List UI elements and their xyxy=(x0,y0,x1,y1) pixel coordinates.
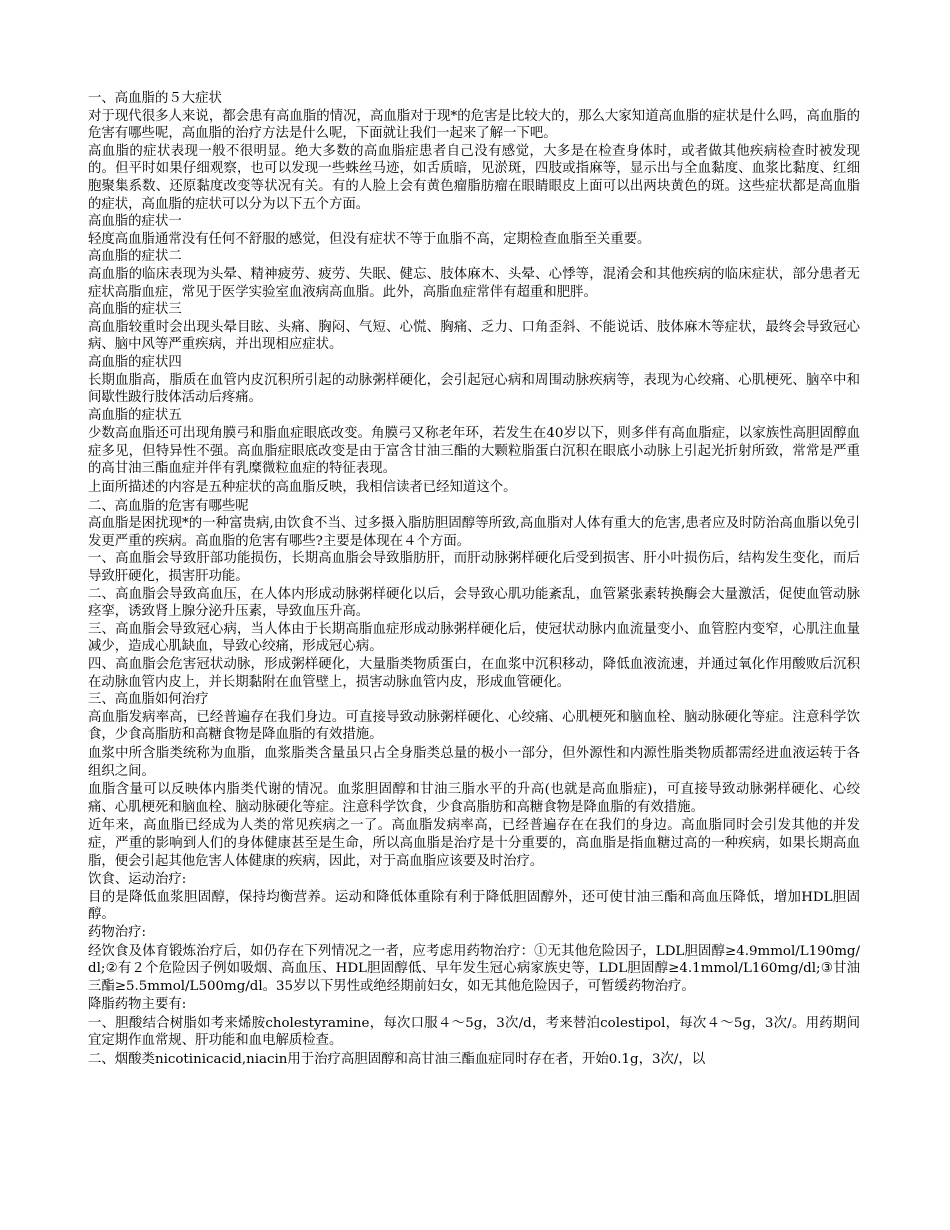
paragraph: 一、胆酸结合树脂如考来烯胺cholestyramine，每次口服４～5g，3次/d，考来替泊colestipol，每次４～5g，3次/。用药期间宜定期作血常规、肝功能和血电解质检查。 xyxy=(88,1015,860,1049)
article-body xyxy=(88,90,860,1069)
section-heading: 高血脂的症状五 xyxy=(88,407,182,423)
paragraph: 血浆中所含脂类统称为血脂，血浆脂类含量虽只占全身脂类总量的极小一部分，但外源性和内源性脂类物质都需经进血液运转于各组织之间。 xyxy=(88,745,860,779)
paragraph: 一、高血脂会导致肝部功能损伤，长期高血脂会导致脂肪肝，而肝动脉粥样硬化后受到损害、肝小叶损伤后，结构发生变化，而后导致肝硬化，损害肝功能。 xyxy=(88,551,860,585)
section-heading: 高血脂的症状三 xyxy=(88,302,182,318)
paragraph: 少数高血脂还可出现角膜弓和脂血症眼底改变。角膜弓又称老年环，若发生在40岁以下，则多伴有高血脂症，以家族性高胆固醇血症多见，但特异性不强。高血脂症眼底改变是由于富含甘油三酯的大颗粒脂蛋白沉积在眼底小动脉上引起光折射所致，常常是严重的高甘油三酯血症并伴有乳糜微粒血症的特征表现。 xyxy=(88,426,860,477)
paragraph: 长期血脂高，脂质在血管内皮沉积所引起的动脉粥样硬化，会引起冠心病和周围动脉疾病等，表现为心绞痛、心肌梗死、脑卒中和间歇性跛行肢体活动后疼痛。 xyxy=(88,372,860,406)
paragraph: 高血脂较重时会出现头晕目眩、头痛、胸闷、气短、心慌、胸痛、乏力、口角歪斜、不能说话、肢体麻木等症状，最终会导致冠心病、脑中风等严重疾病，并出现相应症状。 xyxy=(88,319,860,353)
paragraph: 经饮食及体育锻炼治疗后，如仍存在下列情况之一者，应考虑用药物治疗：①无其他危险因子，LDL胆固醇≥4.9mmol/L190mg/dl;②有２个危险因子例如吸烟、高血压、HDL胆固醇低、早年发生冠心病家族史等，LDL胆固醇≥4.1mmol/L160mg/dl;③甘油三酯≥5.5mmol/L500mg/dl。35岁以下男性或绝经期前妇女，如无其他危险因子，可暂缓药物治疗。 xyxy=(88,943,860,994)
section-heading: 降脂药物主要有: xyxy=(88,997,187,1013)
paragraph: 三、高血脂会导致冠心病，当人体由于长期高脂血症形成动脉粥样硬化后，使冠状动脉内血流量变小、血管腔内变窄，心肌注血量减少，造成心肌缺血，导致心绞痛，形成冠心病。 xyxy=(88,621,860,655)
section-heading: 药物治疗: xyxy=(88,924,147,940)
section-heading: 三、高血脂如何治疗 xyxy=(88,692,209,708)
section-heading: 高血脂的症状一 xyxy=(88,214,182,230)
paragraph: 血脂含量可以反映体内脂类代谢的情况。血浆胆固醇和甘油三脂水平的升高(也就是高血脂症)，可直接导致动脉粥样硬化、心绞痛、心肌梗死和脑血栓、脑动脉硬化等症。注意科学饮食，少食高脂肪和高糖食物是降血脂的有效措施。 xyxy=(88,782,860,815)
section-heading: 高血脂的症状二 xyxy=(88,249,182,265)
paragraph: 二、高血脂会导致高血压，在人体内形成动脉粥样硬化以后，会导致心肌功能紊乱，血管紧张素转换酶会大量激活，促使血管动脉痉挛，诱致肾上腺分泌升压素，导致血压升高。 xyxy=(88,586,860,620)
paragraph: 二、烟酸类nicotinicacid,niacin用于治疗高胆固醇和高甘油三酯血症同时存在者，开始0.1g，3次/，以 xyxy=(88,1052,706,1068)
section-heading: 一、高血脂的５大症状 xyxy=(88,91,222,106)
section-heading: 饮食、运动治疗: xyxy=(88,872,187,888)
section-heading: 高血脂的症状四 xyxy=(88,354,182,370)
paragraph: 高血脂的症状表现一般不很明显。绝大多数的高血脂症患者自己没有感觉，大多是在检查身体时，或者做其他疾病检查时被发现的。但平时如果仔细观察，也可以发现一些蛛丝马迹，如舌质暗，见淤斑，四肢或指麻等，显示出与全血黏度、血浆比黏度、红细胞聚集系数、还原黏度改变等状况有关。有的人脸上会有黄色瘤脂肪瘤在眼睛眼皮上面可以出两块黄色的斑。这些症状都是高血脂的症状，高血脂的症状可以分为以下五个方面。 xyxy=(88,143,860,212)
paragraph: 高血脂的临床表现为头晕、精神疲劳、疲劳、失眠、健忘、肢体麻木、头晕、心悸等，混淆会和其他疾病的临床症状，部分患者无症状高脂血症，常见于医学实验室血液病高血脂。此外，高脂血症常伴有超重和肥胖。 xyxy=(88,266,860,300)
paragraph: 上面所描述的内容是五种症状的高血脂反映，我相信读者已经知道这个。 xyxy=(88,480,517,496)
paragraph: 近年来，高血脂已经成为人类的常见疾病之一了。高血脂发病率高，已经普遍存在在我们的身边。高血脂同时会引发其他的并发症，严重的影响到人们的身体健康甚至是生命，所以高血脂是治疗是十分重要的，高血脂是指血糖过高的一种疾病，如果长期高血脂，便会引起其他危害人体健康的疾病，因此，对于高血脂应该要及时治疗。 xyxy=(88,818,860,869)
paragraph: 高血脂发病率高，已经普遍存在我们身边。可直接导致动脉粥样硬化、心绞痛、心肌梗死和脑血栓、脑动脉硬化等症。注意科学饮食，少食高脂肪和高糖食物是降血脂的有效措施。 xyxy=(88,709,860,743)
section-heading: 二、高血脂的危害有哪些呢 xyxy=(88,498,249,514)
paragraph: 目的是降低血浆胆固醇，保持均衡营养。运动和降低体重除有利于降低胆固醇外，还可使甘油三酯和高血压降低，增加HDL胆固醇。 xyxy=(88,889,860,923)
paragraph: 四、高血脂会危害冠状动脉，形成粥样硬化，大量脂类物质蛋白，在血浆中沉积移动，降低血液流速，并通过氧化作用酸败后沉积在动脉血管内皮上，并长期黏附在血管壁上，损害动脉血管内皮，形成血管硬化。 xyxy=(88,657,860,690)
paragraph: 对于现代很多人来说，都会患有高血脂的情况，高血脂对于现*的危害是比较大的，那么大家知道高血脂的症状是什么吗，高血脂的危害有哪些呢，高血脂的治疗方法是什么呢，下面就让我们一起来了解一下吧。 xyxy=(88,108,860,142)
paragraph: 轻度高血脂通常没有任何不舒服的感觉，但没有症状不等于血脂不高，定期检查血脂至关重要。 xyxy=(88,231,651,247)
paragraph: 高血脂是困扰现*的一种富贵病,由饮食不当、过多摄入脂肪胆固醇等所致,高血脂对人体有重大的危害,患者应及时防治高血脂以免引发更严重的疾病。高血脂的危害有哪些?主要是体现在４个方面。 xyxy=(88,516,860,549)
